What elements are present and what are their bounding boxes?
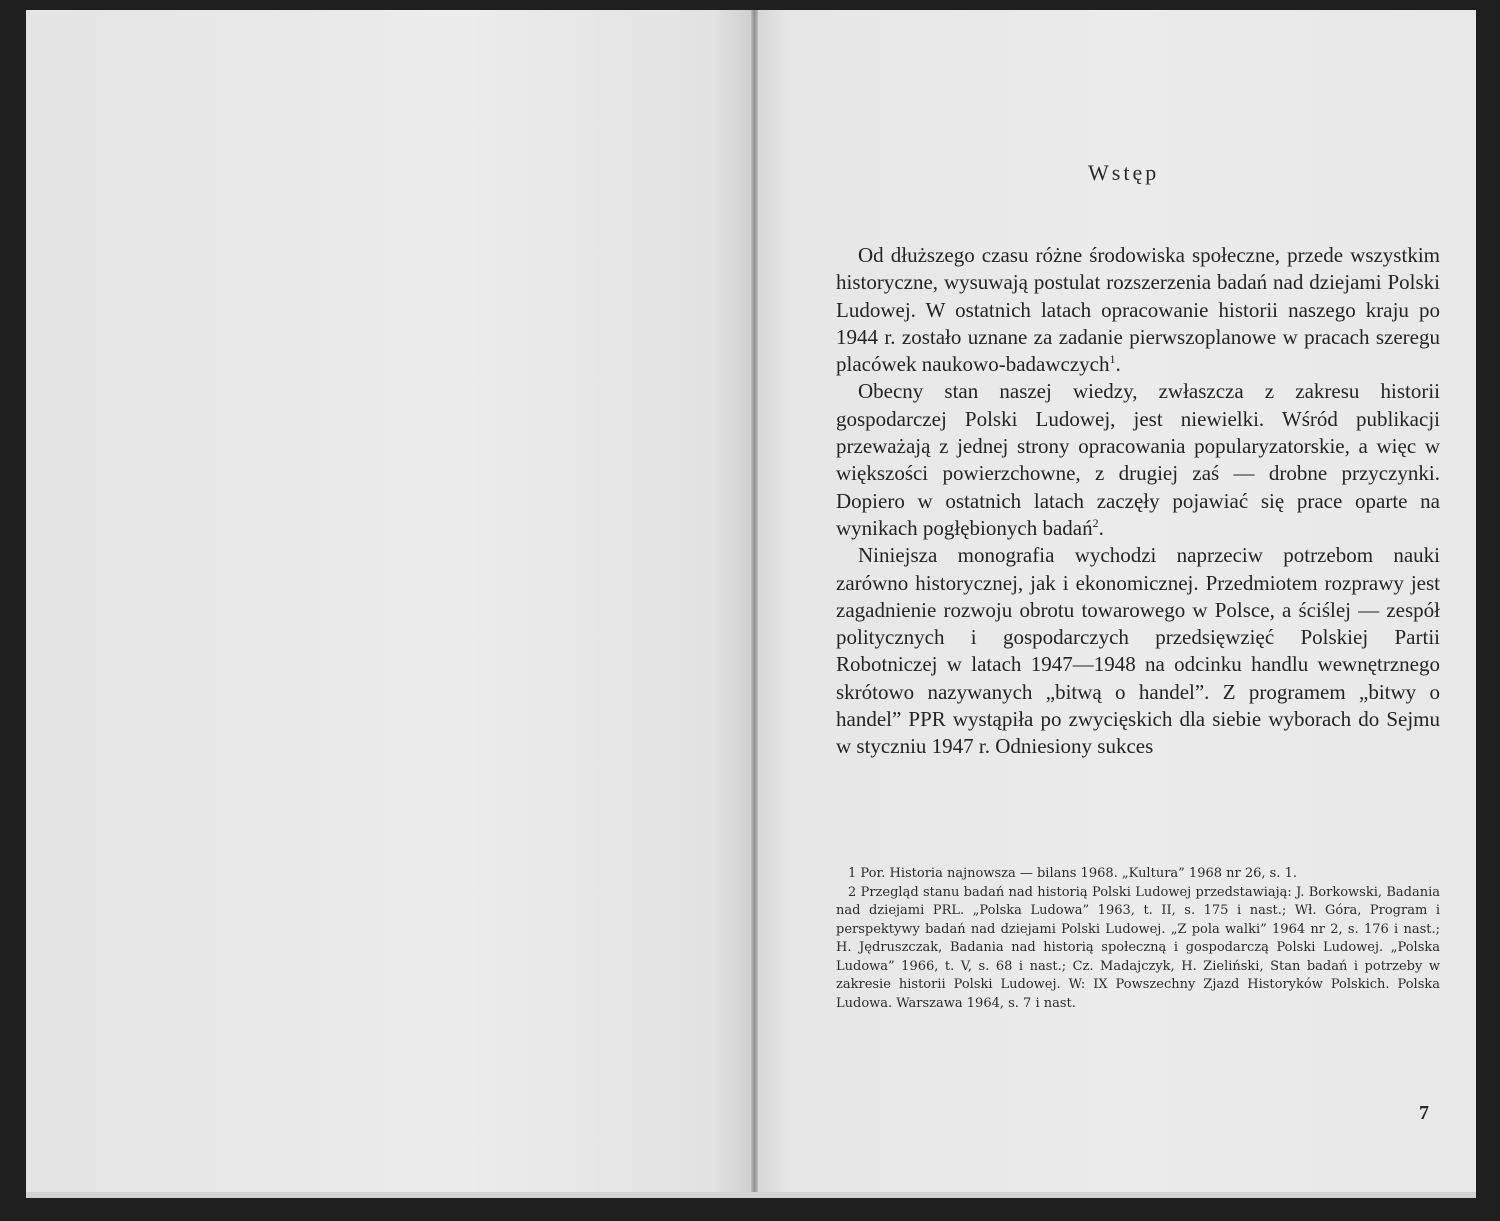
paragraph-3-text: Niniejsza monografia wychodzi naprzeciw potrzebom nauki zarówno historycznej, jak i ekonomicznej. Przedmiotem rozprawy jest zagadnienie rozwoju obrotu towarowego w Polsce, a ściślej — zespół politycznych i gospodarczych przedsięwzięć Polskiej Partii Robotniczej w latach 1947—1948 na odcinku handlu wewnętrznego skrótowo nazywanych „bitwą o handel”. Z programem „bitwy o handel” PPR wystąpiła po zwycięskich dla siebie wyborach do Sejmu w styczniu 1947 r. Odniesiony sukces [836,543,1440,759]
paragraph-1 [836,242,1440,378]
footnotes [836,865,1440,1013]
left-page-blank [26,10,751,1192]
paragraph-2-tail: . [1098,515,1104,540]
page-number: 7 [1419,1102,1429,1124]
right-page [758,10,1476,1192]
paragraph-1-tail: . [1115,352,1121,377]
paragraph-3 [836,542,1440,760]
paragraph-1-text: Od dłuższego czasu różne środowiska społeczne, przede wszystkim historyczne, wysuwają postulat rozszerzenia badań nad dziejami Polski Ludowej. W ostatnich latach opracowanie historii naszego kraju po 1944 r. zostało uznane za zadanie pierwszoplanowe w pracach szeregu placówek naukowo-badawczych [836,243,1440,377]
footnote-ref-1[interactable]: 1 [1109,352,1116,367]
paragraph-2-text: Obecny stan naszej wiedzy, zwłaszcza z zakresu historii gospodarczej Polski Ludowej, jest niewielki. Wśród publikacji przeważają z jednej strony opracowania popularyzatorskie, a więc w większości powierzchowne, z drugiej zaś — drobne przyczynki. Dopiero w ostatnich latach zaczęły pojawiać się prace oparte na wynikach pogłębionych badań [836,379,1440,540]
book-spine [751,10,758,1192]
footnote-ref-2[interactable]: 2 [1092,515,1099,530]
paragraph-2 [836,378,1440,542]
footnote-2: 2 Przegląd stanu badań nad historią Polski Ludowej przedstawiają: J. Borkowski, Badania nad dziejami PRL. „Polska Ludowa” 1963, t. II, s. 175 i nast.; Wł. Góra, Program i perspektywy badań nad dziejami Polski Ludowej. „Z pola walki” 1964 nr 2, s. 176 i nast.; H. Jędruszczak, Badania nad historią społeczną i gospodarczą Polski Ludowej. „Polska Ludowa” 1966, t. V, s. 68 i nast.; Cz. Madajczyk, H. Zieliński, Stan badań i potrzeby w zakresie historii Polski Ludowej. W: IX Powszechny Zjazd Historyków Polskich. Polska Ludowa. Warszawa 1964, s. 7 i nast. [836,884,1440,1011]
footnote-1: 1 Por. Historia najnowsza — bilans 1968. „Kultura” 1968 nr 26, s. 1. [848,866,1298,881]
page-edge [26,1192,1476,1198]
chapter-heading: Wstęp [1088,160,1160,185]
body-text [836,242,1440,761]
